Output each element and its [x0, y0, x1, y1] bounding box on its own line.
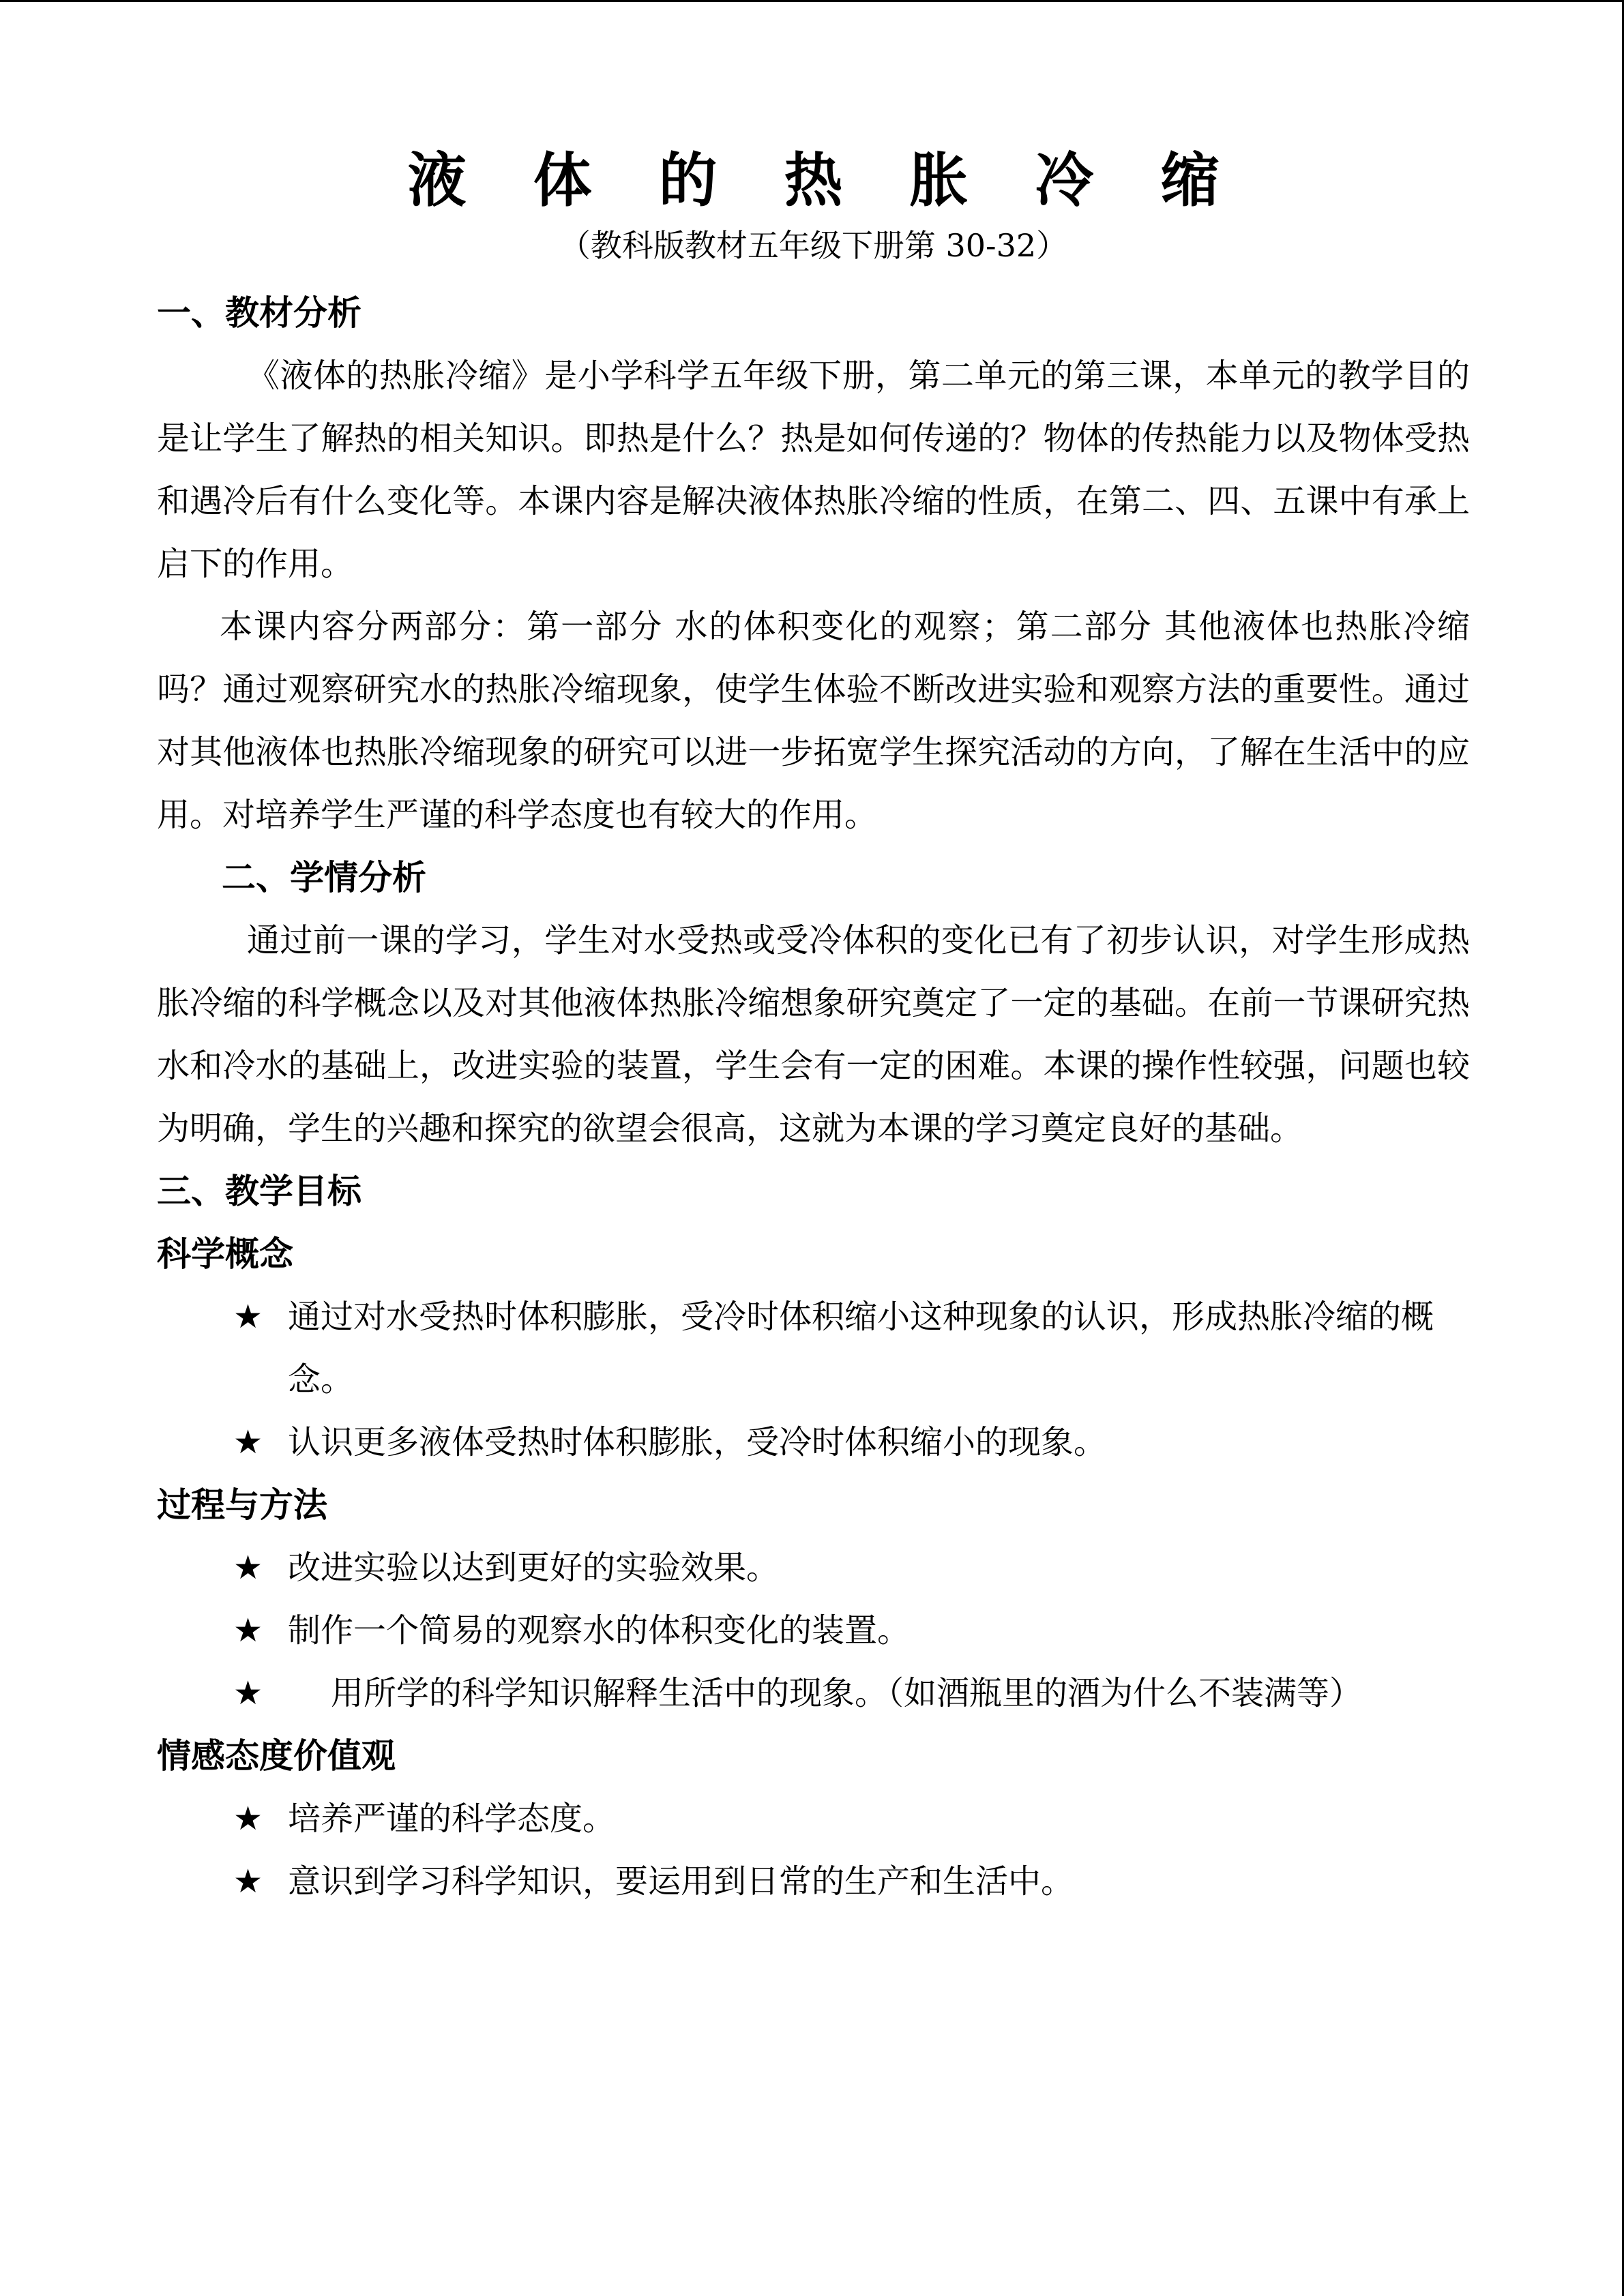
page-border-top — [0, 0, 1624, 2]
paragraph: 本课内容分两部分：第一部分 水的体积变化的观察；第二部分 其他液体也热胀冷缩吗？通过观察研究水的热胀冷缩现象，使学生体验不断改进实验和观察方法的重要性。通过对其他液体也热胀冷缩现象的研究可以进一步拓宽学生探究活动的方向，了解在生活中的应用。对培养学生严谨的科学态度也有较大的作用。 — [157, 608, 1470, 834]
star-icon: ★ — [233, 1298, 263, 1336]
star-icon: ★ — [233, 1423, 263, 1461]
list-item — [157, 1599, 1470, 1662]
document-subtitle: （教科版教材五年级下册第 30-32） — [559, 227, 1068, 264]
section-heading-teaching-goals: 三、教学目标 — [157, 1172, 361, 1211]
list-item — [157, 1850, 1470, 1913]
section-heading-student-analysis: 二、学情分析 — [222, 858, 426, 897]
document-title: 液 体 的 热 胀 冷 缩 — [407, 147, 1243, 215]
paragraph: 通过前一课的学习，学生对水受热或受冷体积的变化已有了初步认识，对学生形成热胀冷缩的科学概念以及对其他液体热胀冷缩想象研究奠定了一定的基础。在前一节课研究热水和冷水的基础上，改进实验的装置，学生会有一定的困难。本课的操作性较强，问题也较为明确，学生的兴趣和探究的欲望会很高，这就为本课的学习奠定良好的基础。 — [157, 921, 1470, 1148]
paragraph: 《液体的热胀冷缩》是小学科学五年级下册，第二单元的第三课，本单元的教学目的是让学生了解热的相关知识。即热是什么？热是如何传递的？物体的传热能力以及物体受热和遇冷后有什么变化等。本课内容是解决液体热胀冷缩的性质，在第二、四、五课中有承上启下的作用。 — [157, 357, 1470, 583]
list-item-text: 改进实验以达到更好的实验效果。 — [288, 1549, 780, 1587]
star-icon: ★ — [233, 1611, 263, 1650]
list-item — [157, 1411, 1470, 1474]
star-icon: ★ — [233, 1674, 263, 1712]
document-body — [157, 140, 1470, 1913]
list-item-text: 意识到学习科学知识，要运用到日常的生产和生活中。 — [288, 1862, 1074, 1900]
section-heading-textbook-analysis: 一、教材分析 — [157, 293, 361, 333]
list-item — [157, 1662, 1470, 1725]
star-icon: ★ — [233, 1862, 263, 1900]
subheading-process-method: 过程与方法 — [157, 1485, 327, 1525]
list-item-text: 认识更多液体受热时体积膨胀，受冷时体积缩小的现象。 — [288, 1423, 1107, 1461]
star-icon: ★ — [233, 1800, 263, 1838]
list-item — [157, 1787, 1470, 1850]
list-item-text: 通过对水受热时体积膨胀，受冷时体积缩小这种现象的认识，形成热胀冷缩的概念。 — [288, 1298, 1434, 1399]
star-icon: ★ — [233, 1549, 263, 1587]
list-item-text: 用所学的科学知识解释生活中的现象。（如酒瓶里的酒为什么不装满等） — [331, 1674, 1363, 1712]
list-item-text: 制作一个简易的观察水的体积变化的装置。 — [288, 1611, 911, 1650]
list-item — [157, 1536, 1470, 1599]
list-item-text: 培养严谨的科学态度。 — [288, 1800, 616, 1838]
list-item — [157, 1285, 1470, 1411]
subheading-science-concept: 科学概念 — [157, 1234, 293, 1274]
subheading-attitude-values: 情感态度价值观 — [157, 1736, 396, 1776]
